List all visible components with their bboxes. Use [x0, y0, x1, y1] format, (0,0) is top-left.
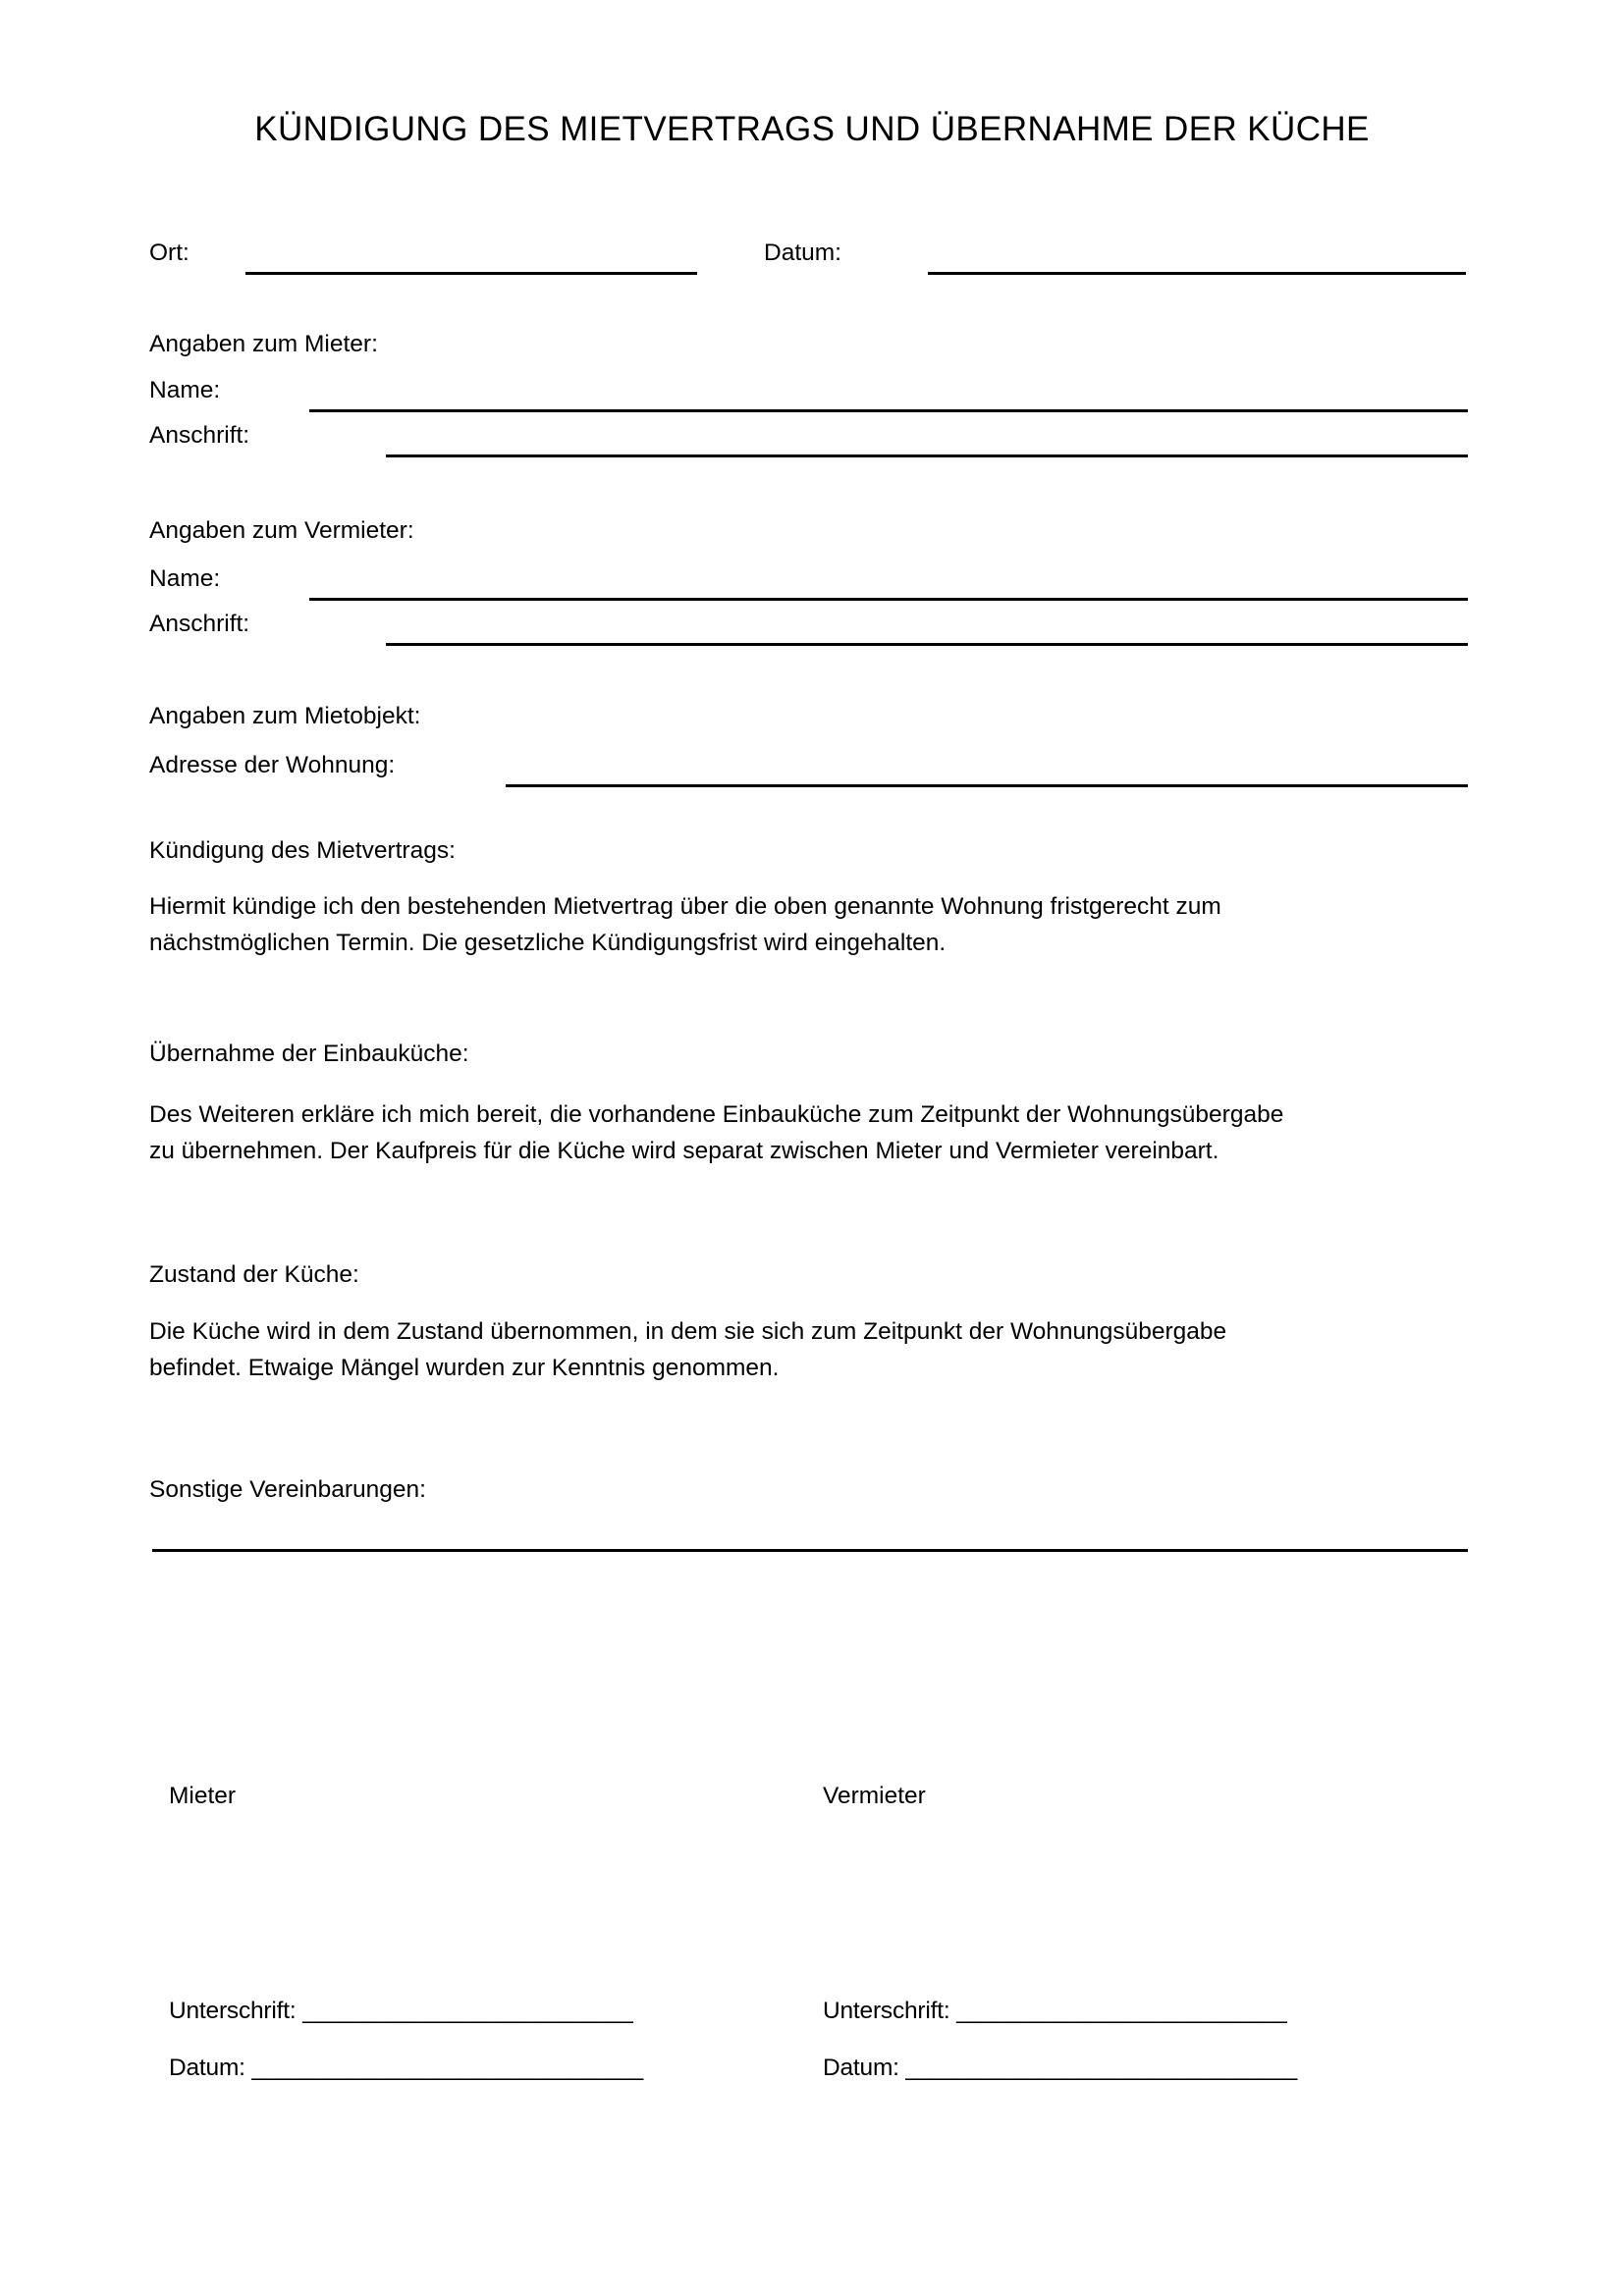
- landlord-signature-label: Unterschrift:: [823, 1998, 950, 2024]
- other-agreements-input-line[interactable]: [152, 1549, 1468, 1552]
- tenant-signature-fill-line[interactable]: ___________________________: [302, 1998, 632, 2024]
- landlord-name-input-line[interactable]: [309, 598, 1468, 601]
- tenant-section-heading: Angaben zum Mieter:: [149, 331, 378, 357]
- tenant-address-input-line[interactable]: [386, 454, 1468, 457]
- landlord-signature-fill-line[interactable]: ___________________________: [956, 1998, 1286, 2024]
- tenant-name-label: Name:: [149, 377, 221, 403]
- kitchen-condition-paragraph-line-2: befindet. Etwaige Mängel wurden zur Kenntnis genommen.: [149, 1355, 780, 1381]
- datum-label: Datum:: [764, 240, 841, 266]
- landlord-date-fill-line[interactable]: ________________________________: [905, 2055, 1297, 2081]
- other-agreements-section-heading: Sonstige Vereinbarungen:: [149, 1476, 426, 1503]
- kitchen-takeover-paragraph: [149, 1096, 1470, 1169]
- landlord-signature-party-label: Vermieter: [823, 1783, 926, 1809]
- tenant-date-fill-line[interactable]: ________________________________: [251, 2055, 643, 2081]
- tenant-date-label: Datum:: [169, 2055, 245, 2081]
- property-section-heading: Angaben zum Mietobjekt:: [149, 703, 421, 729]
- property-address-label: Adresse der Wohnung:: [149, 752, 396, 778]
- kitchen-takeover-section-heading: Übernahme der Einbauküche:: [149, 1041, 469, 1067]
- termination-section-heading: Kündigung des Mietvertrags:: [149, 837, 456, 864]
- tenant-address-label: Anschrift:: [149, 422, 250, 449]
- kitchen-condition-section-heading: Zustand der Küche:: [149, 1261, 359, 1288]
- tenant-signature-party-label: Mieter: [169, 1783, 237, 1809]
- kitchen-condition-paragraph-line-1: Die Küche wird in dem Zustand übernommen, in dem sie sich zum Zeitpunkt der Wohnungsübergabe: [149, 1318, 1227, 1345]
- kitchen-condition-paragraph: [149, 1313, 1470, 1386]
- termination-paragraph: [149, 888, 1470, 961]
- tenant-date-row[interactable]: [169, 2055, 642, 2082]
- landlord-date-label: Datum:: [823, 2055, 899, 2081]
- tenant-signature-row[interactable]: [169, 1998, 632, 2025]
- kitchen-takeover-paragraph-line-2: zu übernehmen. Der Kaufpreis für die Küche wird separat zwischen Mieter und Vermieter vereinbart.: [149, 1138, 1219, 1164]
- ort-input-line[interactable]: [245, 272, 697, 275]
- tenant-name-input-line[interactable]: [309, 409, 1468, 412]
- property-address-input-line[interactable]: [506, 784, 1468, 787]
- termination-paragraph-line-2: nächstmöglichen Termin. Die gesetzliche Kündigungsfrist wird eingehalten.: [149, 930, 947, 956]
- kitchen-takeover-paragraph-line-1: Des Weiteren erkläre ich mich bereit, die vorhandene Einbauküche zum Zeitpunkt der Wohnungsübergabe: [149, 1101, 1284, 1128]
- tenant-signature-label: Unterschrift:: [169, 1998, 297, 2024]
- landlord-address-input-line[interactable]: [386, 643, 1468, 646]
- ort-label: Ort:: [149, 240, 189, 266]
- landlord-address-label: Anschrift:: [149, 611, 250, 637]
- landlord-signature-row[interactable]: [823, 1998, 1286, 2025]
- page-title: KÜNDIGUNG DES MIETVERTRAGS UND ÜBERNAHME DER KÜCHE: [254, 110, 1370, 148]
- termination-paragraph-line-1: Hiermit kündige ich den bestehenden Mietvertrag über die oben genannte Wohnung fristgerecht zum: [149, 893, 1221, 920]
- datum-input-line[interactable]: [928, 272, 1466, 275]
- landlord-name-label: Name:: [149, 565, 221, 592]
- landlord-date-row[interactable]: [823, 2055, 1296, 2082]
- landlord-section-heading: Angaben zum Vermieter:: [149, 517, 414, 544]
